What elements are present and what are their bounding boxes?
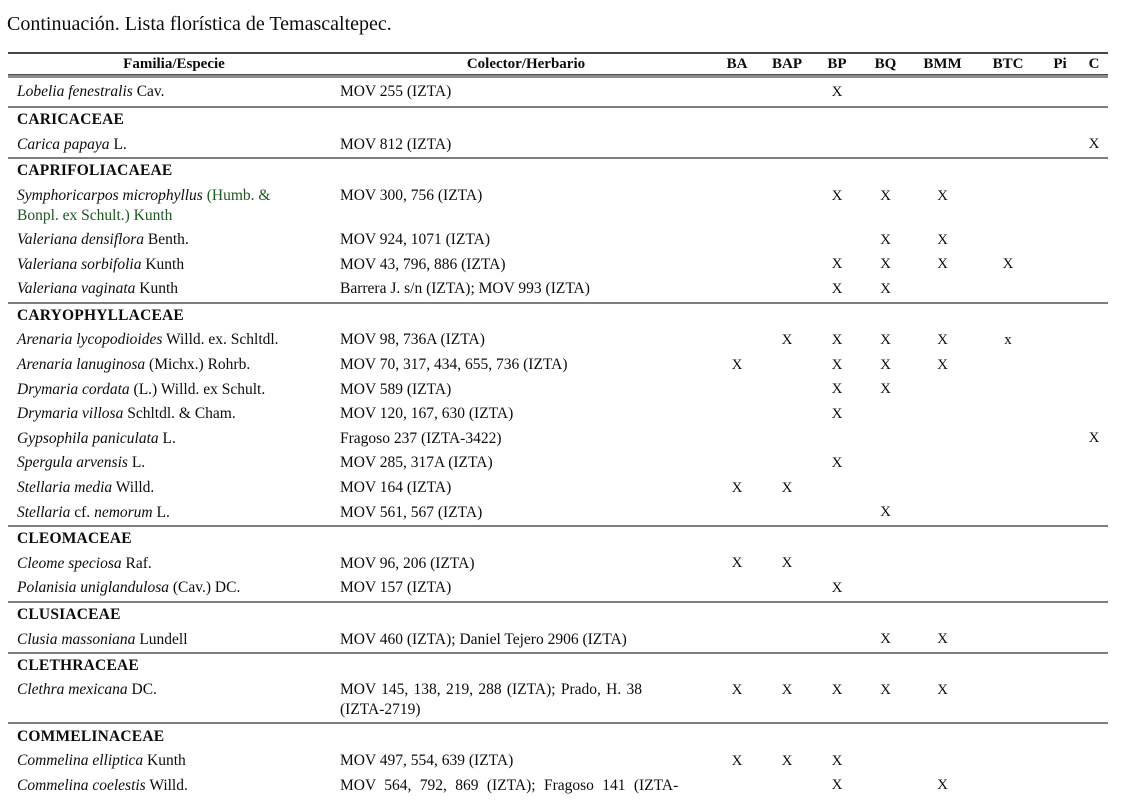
habitat-mark-cell-bq: X [880,356,891,373]
collector-cell: MOV 285, 317A (IZTA) [340,454,493,472]
species-name-cell: Arenaria lycopodioides Willd. ex. Schltdl. [17,331,279,349]
species-row [8,277,1108,302]
collector-cell: MOV 96, 206 (IZTA) [340,554,475,572]
habitat-mark-cell-bp: X [831,381,843,398]
family-name: CAPRIFOLIACAEAE [17,162,173,180]
habitat-mark-cell-bp: X [831,579,843,596]
species-row [8,252,1108,277]
habitat-mark-cell-bp: X [831,752,843,769]
species-name-cell: Symphoricarpos microphyllus (Humb. & Bonpl. ex Schult.) Kunth [17,186,271,224]
species-name-cell: Cleome speciosa Raf. [17,554,152,572]
habitat-mark-cell-ba: X [731,479,743,496]
habitat-mark-cell-bp: X [831,405,843,422]
species-row [8,749,1108,774]
collector-cell: MOV 564, 792, 869 (IZTA); Fragoso 141 (IZTA- [340,776,679,794]
species-name-cell: Clethra mexicana DC. [17,681,157,699]
habitat-mark-cell-bp: X [831,682,843,699]
habitat-mark-cell-bap: X [781,555,793,572]
habitat-mark-cell-bq: X [880,504,891,521]
collector-cell: MOV 812 (IZTA) [340,135,452,153]
collector-cell: MOV 157 (IZTA) [340,579,452,597]
habitat-mark-cell-bmm: X [937,356,948,373]
column-header-btc: BTC [992,55,1024,72]
species-row [8,377,1108,402]
collector-cell: MOV 561, 567 (IZTA) [340,503,483,521]
habitat-mark-cell-ba: X [731,752,743,769]
habitat-mark-cell-bp: X [831,777,843,794]
species-row [8,678,1108,722]
family-row [8,106,1108,133]
species-row [8,228,1108,253]
collector-cell: MOV 924, 1071 (IZTA) [340,231,491,249]
table-header-row [8,52,1108,74]
collector-cell: MOV 300, 756 (IZTA) [340,186,483,204]
habitat-mark-cell-ba: X [731,356,743,373]
species-name-cell: Valeriana sorbifolia Kunth [17,255,185,273]
species-row [8,402,1108,427]
species-name-cell: Stellaria media Willd. [17,479,155,497]
column-header-bap: BAP [772,55,802,72]
habitat-mark-cell-bap: X [781,331,793,348]
family-name: COMMELINACEAE [17,727,165,745]
species-row [8,353,1108,378]
family-name: CLEOMACEAE [17,530,132,548]
species-name-cell: Arenaria lanuginosa (Michx.) Rohrb. [17,356,251,374]
habitat-mark-cell-bap: X [781,752,793,769]
species-name-cell: Polanisia uniglandulosa (Cav.) DC. [17,579,241,597]
habitat-mark-cell-bmm: X [937,631,948,648]
family-name: CLETHRACEAE [17,657,139,675]
species-row [8,576,1108,601]
family-row [8,157,1108,184]
habitat-mark-cell-bq: X [880,682,891,699]
species-name-cell: Valeriana vaginata Kunth [17,280,179,298]
species-row [8,451,1108,476]
habitat-mark-cell-bp: X [831,356,843,373]
document-page [0,11,1140,812]
species-row [8,476,1108,501]
species-row [8,133,1108,158]
floristic-table [8,52,1108,798]
species-name-cell: Drymaria cordata (L.) Willd. ex Schult. [17,380,266,398]
habitat-mark-cell-bp: X [831,256,843,273]
column-header-bp: BP [827,55,847,72]
column-header-pi: Pi [1053,55,1067,72]
table-body [8,78,1108,798]
family-row [8,722,1108,749]
habitat-mark-cell-bmm: X [937,256,948,273]
habitat-mark-cell-c: X [1088,430,1100,447]
species-name-cell: Spergula arvensis L. [17,454,146,472]
species-name-cell: Drymaria villosa Schltdl. & Cham. [17,405,236,423]
species-row [8,78,1108,106]
species-row [8,500,1108,525]
collector-cell: MOV 145, 138, 219, 288 (IZTA); Prado, H. 38 (IZTA-2719) [340,681,642,719]
collector-cell: Barrera J. s/n (IZTA); MOV 993 (IZTA) [340,280,590,298]
collector-cell: MOV 460 (IZTA); Daniel Tejero 2906 (IZTA) [340,630,627,648]
collector-cell: MOV 497, 554, 639 (IZTA) [340,752,514,770]
family-name: CLUSIACEAE [17,605,121,623]
species-name-cell: Stellaria cf. nemorum L. [17,503,170,521]
habitat-mark-cell-ba: X [731,555,743,572]
page-title: Continuación. Lista florística de Temascaltepec. [7,13,392,35]
collector-cell: MOV 70, 317, 434, 655, 736 (IZTA) [340,356,568,374]
habitat-mark-cell-bp: X [831,187,843,204]
species-row [8,627,1108,652]
species-name-cell: Gypsophila paniculata L. [17,429,176,447]
family-row [8,525,1108,552]
habitat-mark-cell-bap: X [781,479,793,496]
species-name-cell: Commelina elliptica Kunth [17,752,186,770]
species-name-cell: Commelina coelestis Willd. [17,776,188,794]
species-name-cell: Lobelia fenestralis Cav. [17,83,165,100]
species-row [8,552,1108,577]
habitat-mark-cell-btc: X [1002,256,1014,273]
habitat-mark-cell-bp: X [831,454,843,471]
collector-cell: MOV 589 (IZTA) [340,380,452,398]
habitat-mark-cell-bp: X [831,83,843,100]
collector-cell: MOV 43, 796, 886 (IZTA) [340,255,506,273]
habitat-mark-cell-bq: X [880,631,891,648]
habitat-mark-cell-c: X [1088,136,1100,153]
habitat-mark-cell-btc: x [1004,331,1012,348]
habitat-mark-cell-bp: X [831,280,843,297]
species-row [8,427,1108,452]
column-header-bq: BQ [874,55,897,72]
habitat-mark-cell-bq: X [880,231,891,248]
family-name: CARICACEAE [17,111,125,129]
habitat-mark-cell-bmm: X [937,331,948,348]
habitat-mark-cell-bmm: X [937,231,948,248]
column-header-familia-especie: Familia/Especie [123,55,225,72]
habitat-mark-cell-bq: X [880,331,891,348]
habitat-mark-cell-ba: X [731,682,743,699]
column-header-bmm: BMM [923,55,962,72]
family-name: CARYOPHYLLACEAE [17,306,184,324]
species-row [8,774,1108,799]
species-row [8,184,1108,228]
family-row [8,601,1108,628]
family-row [8,302,1108,329]
habitat-mark-cell-bmm: X [937,682,948,699]
collector-cell: MOV 120, 167, 630 (IZTA) [340,405,514,423]
collector-cell: MOV 255 (IZTA) [340,83,452,100]
habitat-mark-cell-bmm: X [937,187,948,204]
column-header-ba: BA [726,55,748,72]
column-header-c: C [1088,55,1100,72]
species-row [8,328,1108,353]
family-row [8,652,1108,679]
habitat-mark-cell-bq: X [880,187,891,204]
habitat-mark-cell-bp: X [831,331,843,348]
collector-cell: MOV 98, 736A (IZTA) [340,331,485,349]
habitat-mark-cell-bq: X [880,256,891,273]
habitat-mark-cell-bap: X [781,682,793,699]
species-name-cell: Carica papaya L. [17,135,127,153]
collector-cell: Fragoso 237 (IZTA-3422) [340,429,502,447]
column-header-colector-herbario: Colector/Herbario [466,55,586,72]
habitat-mark-cell-bq: X [880,280,891,297]
collector-cell: MOV 164 (IZTA) [340,479,452,497]
habitat-mark-cell-bq: X [880,381,891,398]
species-name-cell: Clusia massoniana Lundell [17,630,188,648]
habitat-mark-cell-bmm: X [937,777,948,794]
species-name-cell: Valeriana densiflora Benth. [17,231,189,249]
